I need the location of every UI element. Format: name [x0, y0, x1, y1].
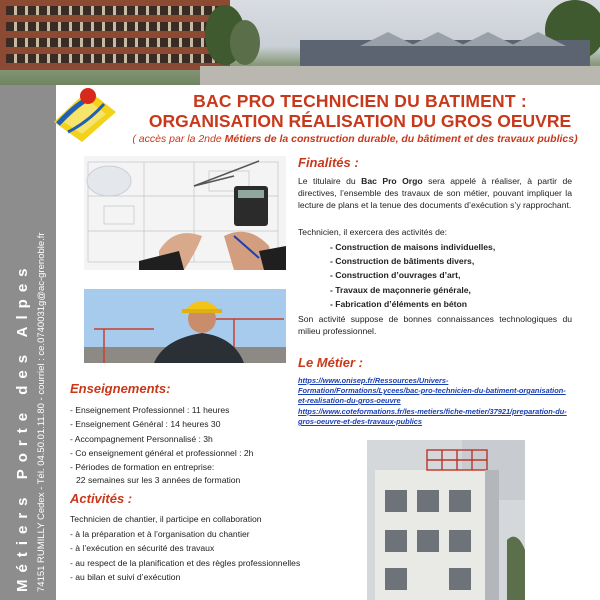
sidebar-address: 74151 RUMILLY Cedex - Tél. 04.50.01.11.80 - courriel : ce.0740031g@ac-grenoble.fr [36, 232, 47, 592]
pavilion-roof [410, 32, 466, 46]
list-item: - à la préparation et à l’organisation du chantier [70, 527, 300, 541]
page-title: BAC PRO TECHNICIEN DU BATIMENT : [193, 91, 527, 111]
list-item: - Enseignement Général : 14 heures 30 [70, 417, 253, 431]
access-note: ( accès par la 2nde Métiers de la construction durable, du bâtiment et des travaux publics) [132, 133, 578, 145]
section-title-metier: Le Métier : [298, 355, 364, 370]
section-title-finalites: Finalités : [298, 155, 359, 170]
school-building-left [0, 0, 230, 70]
page-subtitle: ORGANISATION RÉALISATION DU GROS OEUVRE [148, 111, 572, 131]
list-item: - Co enseignement général et professionnel : 2h [70, 446, 253, 460]
list-item: - à l’exécution en sécurité des travaux [70, 541, 300, 555]
activites-list [70, 527, 300, 584]
section-title-enseignements: Enseignements: [70, 381, 171, 396]
list-item: - au respect de la planification et des règles professionnelles [70, 556, 300, 570]
plaza [200, 66, 600, 85]
list-item: - Fabrication d’éléments en béton [330, 297, 495, 311]
pavilion-roof [460, 32, 516, 46]
finalites-activities-intro: Technicien, il exercera des activités de: [298, 227, 448, 237]
finalites-conclusion: Son activité suppose de bonnes connaissances technologiques du milieu professionnel. [298, 314, 572, 336]
list-item: - Construction d’ouvrages d’art, [330, 268, 495, 282]
list-item: - Périodes de formation en entreprise: [70, 460, 253, 474]
photo-worker-hard-hat [84, 289, 286, 363]
onisep-link[interactable]: https://www.onisep.fr/Ressources/Univers-Formation/Formations/Lycees/bac-pro-technicien-du-batiment-organisation-et-realisation-du-gros-oeuvre [298, 376, 566, 405]
school-banner-photo [0, 0, 600, 85]
coteformations-link[interactable]: https://www.coteformations.fr/les-metiers/fiche-metier/37921/preparation-du-gros-oeuvre-et-des-travaux-publics [298, 407, 567, 426]
sidebar-title: Métiers Porte des Alpes [14, 261, 31, 592]
list-item: - au bilan et suivi d’exécution [70, 570, 300, 584]
photo-construction-site [367, 440, 525, 600]
enseignements-list [70, 403, 253, 474]
list-item: - Travaux de maçonnerie générale, [330, 283, 495, 297]
activities-list [330, 240, 495, 311]
finalites-paragraph: Le titulaire du Bac Pro Orgo sera appelé à réaliser, à partir de directives, l’ensemble des travaux de son métier, pouvant impliquer la lecture de plans et la tenue des documents d’exécution s’y rapprochant. [298, 176, 573, 210]
tree [230, 20, 260, 65]
photo-technical-drawing [84, 156, 286, 270]
section-title-activites: Activités : [70, 491, 133, 506]
periodes-detail: 22 semaines sur les 3 années de formation [76, 475, 241, 485]
pavilion-roof [360, 32, 416, 46]
list-item: - Construction de bâtiments divers, [330, 254, 495, 268]
list-item: - Enseignement Professionnel : 11 heures [70, 403, 253, 417]
list-item: - Construction de maisons individuelles, [330, 240, 495, 254]
list-item: - Accompagnement Personnalisé : 3h [70, 432, 253, 446]
pavilion-roof [510, 32, 566, 46]
activites-intro: Technicien de chantier, il participe en collaboration [70, 514, 262, 524]
